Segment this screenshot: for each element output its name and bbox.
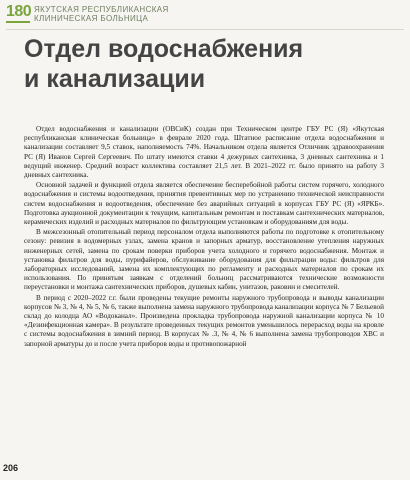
paragraph: Отдел водоснабжения и канализации (ОВСиК) создан при Техническом центре ГБУ РС (Я) «Якутская республиканская клиническая больница» в феврале 2020 года. Штатное расписание отдела водоснабжения и канализации составляет 9,5 ставок, наполняемость 74%. Начальником отдела является Отличник здравоохранения РС (Я) Иванов Сергей Сергеевич. По штату имеются ставки 4 дежурных сантехника, 3 дневных сантехника и 1 ведущий инженер. Средний возраст коллектива составляет 21,5 лет. В 2021–2022 гг. было принято на работу 3 дневных сантехника.	[24, 125, 384, 180]
paragraph: В межсезонный отопительный период персоналом отдела выполняются работы по подготовке к отопительному сезону: ревизия в водомерных узлах, замена кранов и запорных арматур, восстановление утепления наружных инженерных сетей, замена по срокам поверки приборов учета холодного и горячего водоснабжения. Монтаж и установка фильтров для воды, пурифайеров, обслуживание оборудования для фильтрации воды: фильтров для лабораторных исследований, замена их комплектующих по регламенту и расходных материалов по срокам их использования. По принятым заявкам с отделений больниц рассматриваются технические возможности переустановки и монтажа сантехнических приборов, душевых кабин, унитазов, раковин и смесителей.	[24, 228, 384, 292]
hospital-logo: 180	[6, 3, 32, 20]
article-body	[24, 125, 384, 350]
organization-name	[34, 5, 169, 23]
org-line-1: ЯКУТСКАЯ РЕСПУБЛИКАНСКАЯ	[34, 5, 169, 14]
page-number: 206	[3, 463, 19, 473]
title-line-2: и канализации	[24, 65, 206, 93]
page-title	[24, 34, 394, 94]
logo-underline	[6, 21, 30, 23]
header-divider	[6, 29, 404, 30]
paragraph: Основной задачей и функцией отдела является обеспечение бесперебойной работы систем горячего, холодного водоснабжения и системы водоотведения, принятия превентивных мер по устранению технической неисправности систем водоснабжения и водоотведения, обеспечение без аварийных ситуаций в корпусах ГБУ РС (Я) «ЯРКБ». Подготовка аукционной документации к текущим, капитальным ремонтам и поставкам сантехнических материалов, керамических изделий и расходных материалов по фильтрующим установкам и оборудованиям для воды.	[24, 181, 384, 227]
title-line-1: Отдел водоснабжения	[24, 35, 304, 63]
org-line-2: КЛИНИЧЕСКАЯ БОЛЬНИЦА	[34, 14, 149, 23]
page-header	[6, 3, 404, 27]
paragraph: В период с 2020–2022 г.г. были проведены текущие ремонты наружного трубопровода и выводы канализации корпусов № 3, № 4, № 5, № 6, также выполнена замена наружного трубопровода канализации корпуса № 7 Бельевой склад до колодца АО «Водоканал». Произведена прокладка трубопровода наружной канализации корпуса № 10 «Дезинфекционная камера». В результате проведенных текущих ремонтов уменьшилось перерасход воды на кровле с системы водоснабжения в зимний период. В корпусах № .3, № 4, № 6 выполнена замена трубопроводов ХВС и запорной арматуры до и после учета приборов воды и противопожарной	[24, 293, 384, 348]
